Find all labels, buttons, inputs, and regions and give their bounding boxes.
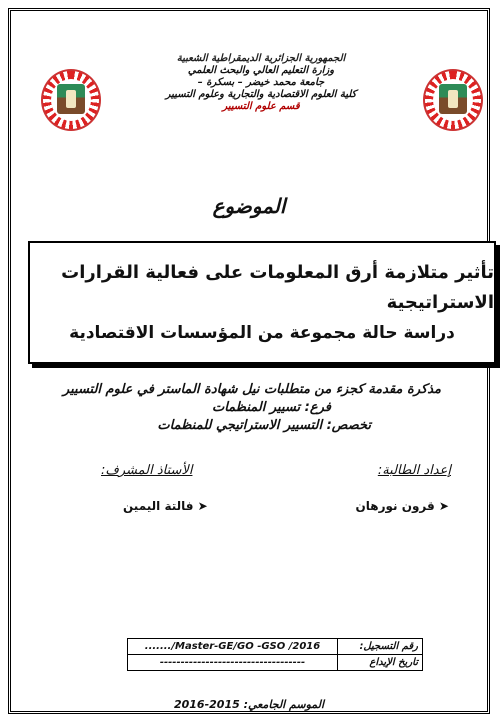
document-page — [8, 8, 494, 714]
ministry-name: وزارة التعليم العالي والبحث العلمي — [187, 65, 335, 76]
memo-specialty: تخصص: التسيير الاستراتيجي للمنظمات — [157, 418, 371, 433]
registration-number-value: ......./Master-GE/GO -GSO /2016 — [128, 639, 338, 655]
memo-purpose: مذكرة مقدمة كجزء من متطلبات نيل شهادة الماستر في علوم التسيير — [62, 382, 441, 397]
student-name: ➤ قرون نورهان — [355, 499, 449, 513]
supervisor-label: الأستاذ المشرف: — [101, 463, 193, 478]
deposit-date-label: تاريخ الإيداع — [338, 655, 423, 671]
supervisor-name: ➤ فالتة اليمين — [123, 499, 208, 513]
registration-number-label: رقم التسجيل: — [338, 639, 423, 655]
table-row — [128, 655, 423, 671]
faculty-name: كلية العلوم الاقتصادية والتجارية وعلوم التسيير — [165, 89, 357, 100]
memo-branch: فرع: تسيير المنظمات — [211, 400, 331, 415]
deposit-date-value: ----------------------------------- — [128, 655, 338, 671]
student-label: إعداد الطالبة: — [377, 463, 451, 478]
republic-name: الجمهورية الجزائرية الديمقراطية الشعبية — [176, 53, 346, 64]
university-logo-right — [423, 69, 483, 131]
thesis-title-box — [28, 241, 496, 364]
registration-table — [127, 638, 423, 671]
thesis-title: تأثير متلازمة أرق المعلومات على فعالية القرارات الاستراتيجية — [61, 261, 494, 313]
thesis-subtitle: دراسة حالة مجموعة من المؤسسات الاقتصادية — [69, 322, 455, 343]
memo-description — [51, 381, 441, 435]
academic-year: الموسم الجامعي: 2015-2016 — [173, 698, 325, 711]
university-name: جامعة محمد خيضر – بسكرة – — [197, 77, 325, 88]
department-name: قسم علوم التسيير — [222, 101, 300, 112]
institution-header — [121, 53, 401, 113]
subject-heading: الموضوع — [212, 194, 286, 218]
university-logo-left — [41, 69, 101, 131]
table-row — [128, 639, 423, 655]
